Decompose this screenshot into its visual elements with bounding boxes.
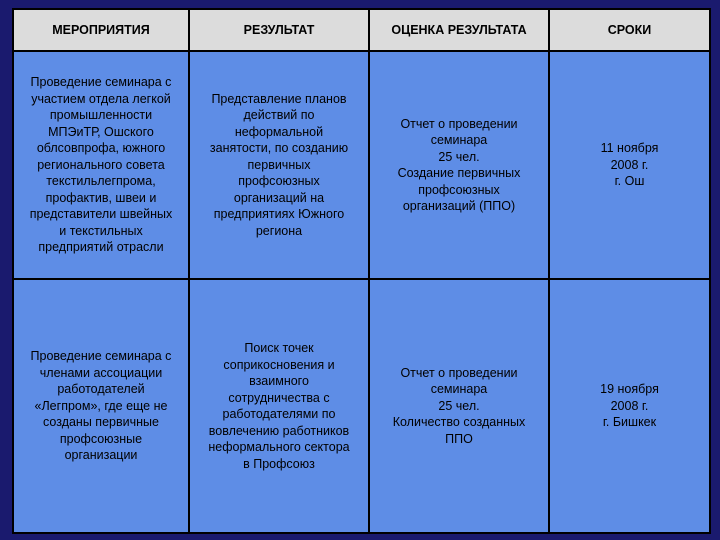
- result-line: сотрудничества с: [228, 390, 330, 405]
- result-line: вовлечению работников: [208, 423, 350, 438]
- result-line: неформальной: [234, 124, 324, 139]
- evaluation-line: 25 чел.: [438, 149, 480, 164]
- event-line: созданы первичные: [43, 415, 159, 430]
- event-line: работодателей: [57, 382, 145, 397]
- evaluation-cell: [369, 51, 549, 279]
- event-line: МПЭиТР, Ошского: [48, 124, 154, 139]
- event-line: предприятий отрасли: [38, 240, 164, 255]
- result-line: профсоюзных: [238, 174, 320, 189]
- dates-line: 2008 г.: [610, 398, 649, 413]
- evaluation-line: Отчет о проведении: [400, 365, 518, 380]
- dates-cell: [549, 51, 710, 279]
- event-line: представители швейных: [29, 207, 173, 222]
- evaluation-line: профсоюзных: [418, 182, 500, 197]
- result-line: Представление планов: [211, 91, 347, 106]
- event-line: Проведение семинара с: [30, 75, 172, 90]
- dates-line: 19 ноября: [600, 382, 659, 397]
- table-row: [13, 51, 710, 279]
- evaluation-line: 25 чел.: [438, 398, 480, 413]
- result-line: работодателями по: [222, 407, 336, 421]
- evaluation-cell: [369, 279, 549, 533]
- dates-line: г. Ош: [614, 174, 645, 189]
- header-evaluation: ОЦЕНКА РЕЗУЛЬТАТА: [369, 9, 549, 51]
- result-line: первичных: [247, 157, 311, 172]
- result-line: соприкосновения и: [223, 357, 335, 372]
- header-result: РЕЗУЛЬТАТ: [189, 9, 369, 51]
- dates-line: 2008 г.: [610, 157, 649, 172]
- result-line: организаций на: [233, 190, 325, 205]
- result-cell: [189, 51, 369, 279]
- event-line: профсоюзные: [59, 431, 143, 446]
- event-line: профактив, швеи и: [45, 190, 157, 205]
- event-line: и текстильных: [59, 223, 143, 238]
- events-table: [12, 8, 711, 534]
- event-line: текстильлегпрома,: [46, 174, 156, 189]
- evaluation-line: ППО: [445, 431, 473, 446]
- result-line: в Профсоюз: [243, 456, 315, 471]
- header-row: [13, 9, 710, 51]
- event-line: промышленности: [49, 108, 153, 123]
- event-line: «Легпром», где еще не: [34, 398, 168, 413]
- dates-cell: [549, 279, 710, 533]
- result-line: взаимного: [249, 374, 309, 388]
- result-line: неформального сектора: [208, 440, 350, 454]
- event-line: участием отдела легкой: [31, 91, 171, 106]
- evaluation-line: семинара: [430, 133, 488, 147]
- evaluation-line: Отчет о проведении: [400, 116, 518, 131]
- dates-line: 11 ноября: [600, 141, 659, 156]
- event-line: Проведение семинара с: [30, 349, 172, 364]
- result-line: региона: [255, 223, 303, 238]
- header-events: МЕРОПРИЯТИЯ: [13, 9, 189, 51]
- event-cell: [13, 279, 189, 533]
- result-cell: [189, 279, 369, 533]
- result-line: предприятиях Южного: [213, 207, 345, 222]
- result-line: действий по: [243, 108, 315, 123]
- result-line: Поиск точек: [244, 341, 314, 355]
- event-line: организации: [64, 448, 138, 463]
- evaluation-line: Создание первичных: [397, 166, 521, 180]
- evaluation-line: семинара: [430, 382, 488, 397]
- event-cell: [13, 51, 189, 279]
- dates-line: г. Бишкек: [602, 415, 657, 430]
- event-line: регионального совета: [37, 157, 165, 172]
- event-line: облсовпрофа, южного: [36, 141, 166, 156]
- table-row: [13, 279, 710, 533]
- event-line: членами ассоциации: [39, 365, 163, 380]
- evaluation-line: Количество созданных: [392, 415, 526, 430]
- header-dates: СРОКИ: [549, 9, 710, 51]
- evaluation-line: организаций (ППО): [402, 199, 516, 213]
- result-line: занятости, по созданию: [209, 141, 349, 156]
